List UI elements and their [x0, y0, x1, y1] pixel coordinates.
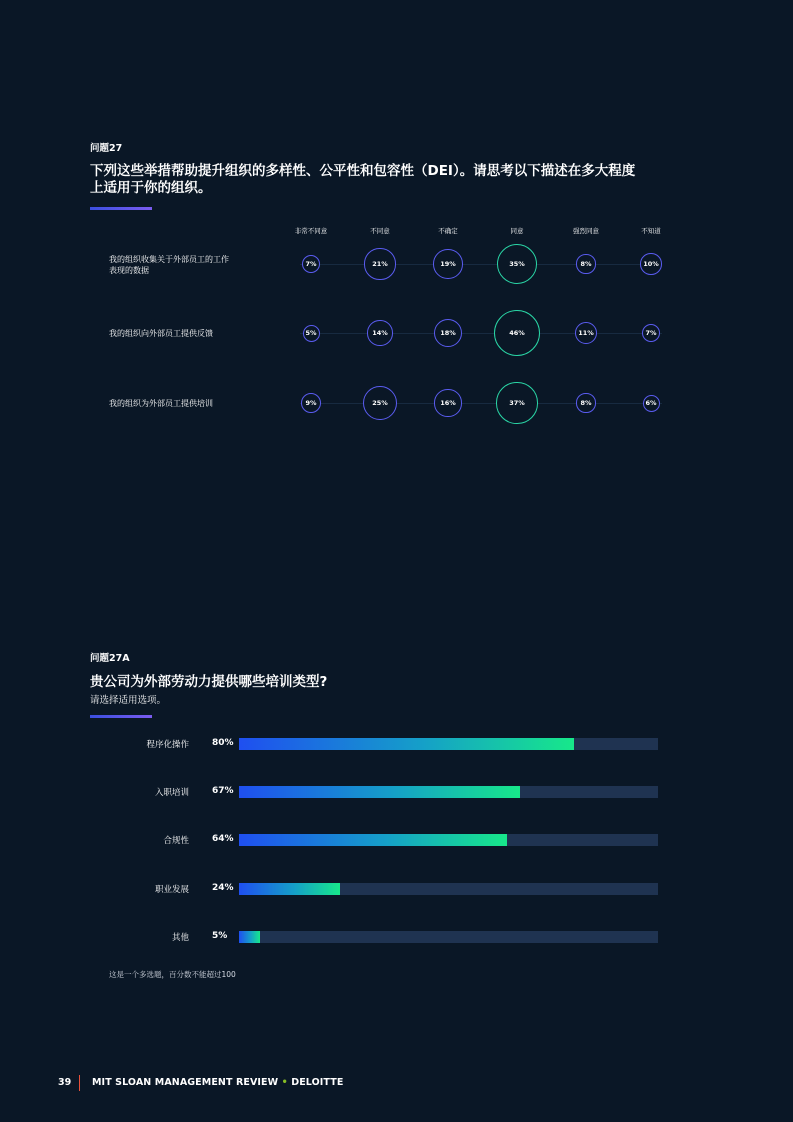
bubble: 37% — [496, 382, 537, 423]
bar-value-label: 80% — [212, 738, 234, 748]
bubble: 11% — [575, 322, 597, 344]
bar — [239, 786, 520, 798]
q27-title-line2: 上适用于你的组织。 — [90, 180, 212, 196]
bubble: 19% — [433, 249, 463, 279]
row-label: 我的组织为外部员工提供培训 — [109, 399, 213, 408]
bar-category-label: 入职培训 — [154, 788, 189, 798]
bubble: 6% — [643, 395, 660, 412]
bubble: 18% — [434, 319, 463, 348]
bubble: 46% — [494, 310, 540, 356]
bar-category-label: 程序化操作 — [146, 740, 189, 750]
bubble: 8% — [576, 393, 595, 412]
bubble: 14% — [367, 320, 392, 345]
page-number: 39 — [58, 1077, 72, 1088]
bar-category-label: 职业发展 — [154, 885, 189, 895]
bar-value-label: 5% — [212, 931, 228, 941]
bar-value-label: 64% — [212, 834, 234, 844]
bubble: 7% — [302, 255, 320, 273]
bubble: 35% — [497, 244, 537, 284]
bubble: 21% — [364, 248, 395, 279]
q27-label: 问题27 — [90, 143, 123, 154]
bubble: 25% — [363, 386, 397, 420]
column-header: 同意 — [510, 227, 524, 235]
column-header: 不知道 — [641, 227, 661, 235]
bar — [239, 738, 574, 750]
bar-track — [239, 931, 658, 943]
bar — [239, 834, 507, 846]
footer-publication-name: MIT SLOAN MANAGEMENT REVIEW — [92, 1077, 279, 1088]
footer-dot: • — [281, 1077, 288, 1088]
bar — [239, 883, 340, 895]
bubble: 8% — [576, 254, 595, 273]
bubble: 9% — [301, 393, 321, 413]
bar-category-label: 合规性 — [163, 836, 189, 846]
q27a-title: 贵公司为外部劳动力提供哪些培训类型? — [90, 674, 328, 690]
bar-category-label: 其他 — [171, 933, 189, 943]
bubble: 7% — [642, 324, 660, 342]
column-header: 非常不同意 — [294, 227, 328, 235]
footer-separator — [79, 1075, 80, 1091]
bar-value-label: 67% — [212, 786, 234, 796]
bar — [239, 931, 260, 943]
column-header: 强烈同意 — [573, 227, 599, 235]
q27-title-line1: 下列这些举措帮助提升组织的多样性、公平性和包容性（DEI）。请思考以下描述在多大程度 — [90, 163, 636, 179]
column-header: 不确定 — [438, 227, 458, 235]
q27a-note: 这是一个多选题，百分数不能超过100 — [109, 970, 236, 979]
column-header: 不同意 — [370, 227, 390, 235]
bubble: 16% — [434, 389, 461, 416]
bubble: 5% — [303, 325, 320, 342]
q27a-subtitle: 请选择适用选项。 — [90, 695, 167, 706]
bubble: 10% — [640, 253, 661, 274]
q27a-label: 问题27A — [90, 653, 130, 664]
row-label: 我的组织收集关于外部员工的工作 表现的数据 — [109, 255, 229, 275]
footer-publication — [92, 1077, 343, 1088]
footer-partner: DELOITTE — [291, 1077, 344, 1088]
bar-value-label: 24% — [212, 883, 234, 893]
row-label: 我的组织向外部员工提供反馈 — [109, 329, 213, 338]
